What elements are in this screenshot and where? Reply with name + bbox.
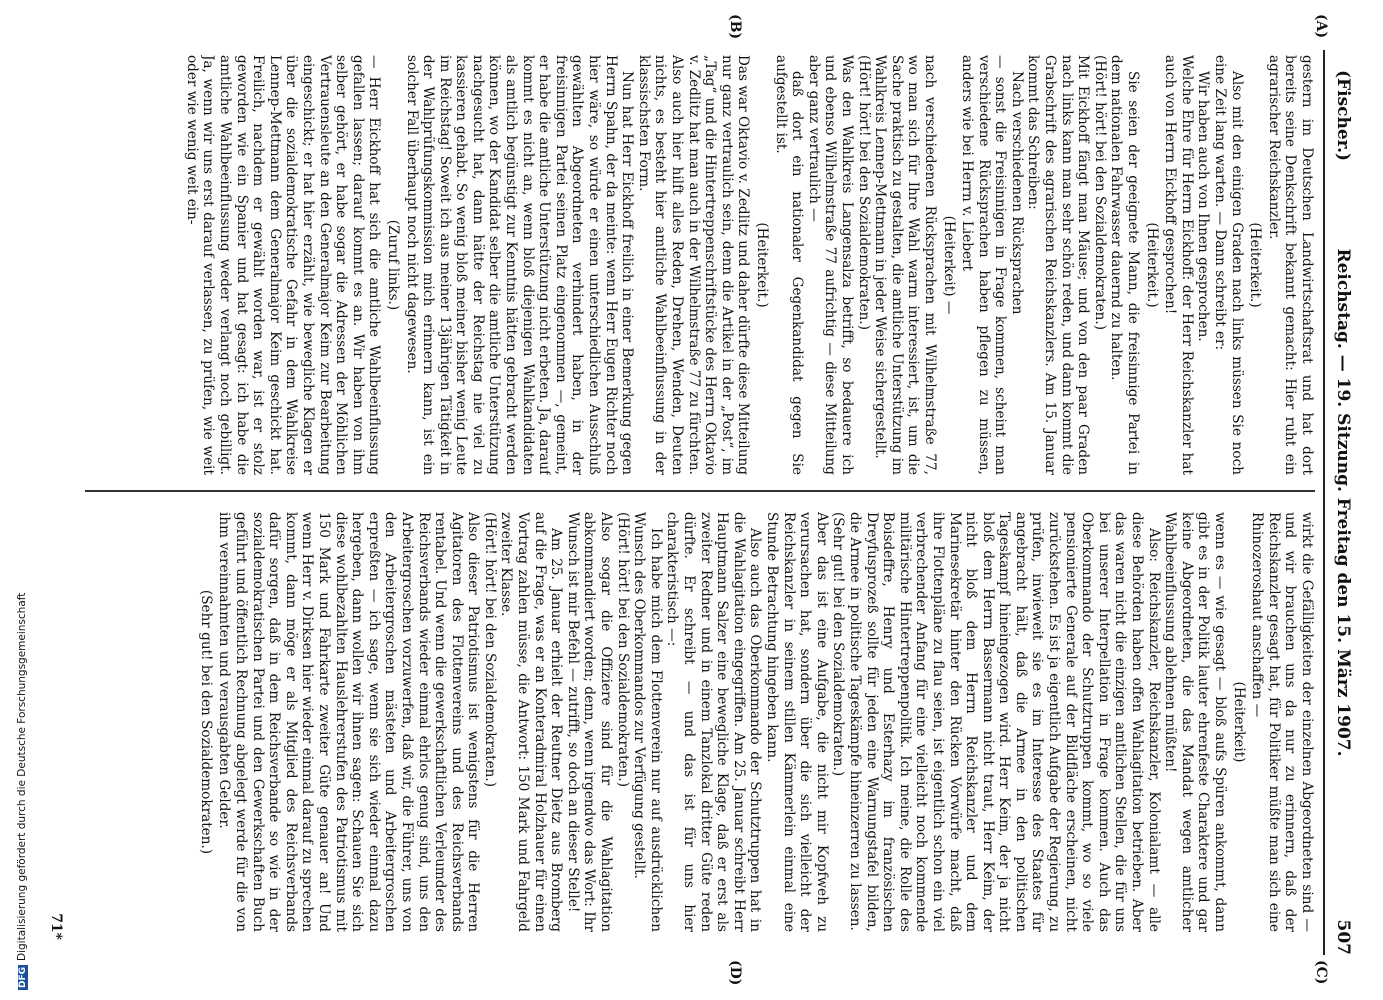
interjection: (Heiterkeit.): [1247, 222, 1264, 308]
paragraph: Mit Eickhoff fängt man Mäuse; und von den paar Graden nach links kann man sehr schön reden, und dann kommt die Grabschrift des agrarischen Reichskanzlers. Am 15. Januar kommt das Schreiben:: [1025, 55, 1092, 475]
paragraph: Nun hat Herr Eickhoff freilich in einer Bemerkung gegen Herrn Spahn, der da meinte: wenn Herr Eugen Richter noch hier wäre, so würde er einen unterschiedlichen Ausschluß gewählten Abgeordneten verhindert haben, in der freisinnigen Partei seinen Platz eingenommen —, gemeint, er habe die amtliche Unterstützung nicht erbeten. Ja, darauf kommt es nicht an, wenn bloß diejenigen Wahlkandidaten als amtlich begünstigt zur Kenntnis hätten gebracht werden können, wo der Kandidat selber die amtliche Unterstützung nachgesucht hat, dann hätte der Reichstag nie viel zu kassieren gehabt. So wenig bloß meiner bisher wenig Leute im Reichstag! Soweit ich aus meiner 13jährigen Tätigkeit in der Wahlprüfungskommission mich erinnern kann, ist ein solcher Fall überhaupt noch nicht dagewesen.: [403, 55, 636, 475]
paragraph: Sie seien der geeignete Mann, die freisinnige Partei in dem nationalen Fahrwasser dauernd zu halten.: [1108, 55, 1142, 475]
paragraph: Aber das ist eine Aufgabe, die nicht mir Kopfweh zu verursachen hat, sondern über die sich vielleicht der Reichskanzler in seinem stillen Kämmerlein einmal eine Stunde Betrachtung hingeben kann.: [764, 512, 830, 932]
interjection: (Heiterkeit.): [1143, 222, 1160, 308]
paragraph: nach verschiedenen Rücksprachen mit Wilhelmstraße 77, wo man sich für Ihre Wahl warm interessiert, ist, um die Sache praktisch zu gestalten, die amtliche Unterstützung im Wahlkreis Lennep-Mettmann in jeder Weise sichergestellt.: [872, 55, 938, 475]
digitisation-strip: [0, 0, 28, 1000]
header-rule: [1323, 50, 1325, 955]
paragraph: Welche Ehre für Herrn Eickhoff: der Herr Reichskanzler hat auch von Herrn Eickhoff gesprochen!: [1162, 55, 1195, 475]
interjection: (Heiterkeit) —: [940, 215, 957, 315]
paragraph: Das war Oktavio v. Zedlitz und daher dürfte diese Mitteilung nur ganz vertraulich sein, denn die Artikel in der „Post“, im „Tag“ und die Hintertreppenschriftstücke des Herrn Oktavio v. Zedlitz hat man auch in der Wilhelmstraße 77 zu fürchten. Also auch hier hilft alles Reden, Drehen, Wenden, Deuten nichts, es besteht hier amtliche Wahlbeeinflussung in der klassischsten Form.: [635, 55, 752, 475]
paragraph: Also: Reichskanzler, Reichskanzler, Kolonialamt — alle diese Behörden haben offen Wahlagitation betrieben. Aber das waren nicht die einzigen amtlichen Stellen, die für uns bei unserer Interpellation in Frage kommen. Auch das Oberkommando der Schutztruppen kommt, wo so viele pensionierte Generale auf der Bildfläche erscheinen, nicht zurückstehen. Es ist ja eigentlich Aufgabe der Regierung, zu prüfen, inwieweit sie es im Interesse des Staates für angebracht hält, daß die Armee in den politischen Tageskampf hineingezogen wird. Herr Keim, der ja nicht bloß dem Herrn Bassermann nicht traut, Herr Keim, der nicht bloß dem Herrn Reichskanzler und dem Marinesekretär hinter den Rücken Vorwürfe macht, daß ihre Flottenpläne zu flau seien, ist eigentlich schon ein viel verbrechender Anfang für eine vielleicht noch kommende militärische Hintertreppenpolitik. Ich meine, die Rolle des Boisdeffre, Henry und Esterhazy im französischen Dreyfusprozeß sollte für jeden eine Warnungstafel bilden, die Armee in politische Tageskämpfe hineinzerren zu lassen.: [846, 512, 1162, 932]
paragraph: — sonst die Freisinnigen in Frage kommen, scheint man verschiedene Rücksprachen haben pflegen zu müssen, anders wie bei Herrn v. Liebert: [959, 55, 1009, 475]
paragraph: Also sogar die Offiziere sind für die Wahlagitation abkommandiert worden; denn, wenn irgendwo das Wort: Ihr Wunsch ist mir Befehl — zutrifft, so doch an dieser Stelle!: [564, 512, 615, 932]
paragraph: Wir haben auch von Ihnen gesprochen.: [1195, 71, 1212, 342]
margin-marker-b: (B): [727, 14, 743, 40]
paragraph: Ich habe mich dem Flottenverein nur auf ausdrücklichen Wunsch des Oberkommandos zur Verfügung gestellt.: [631, 512, 664, 932]
margin-marker-c: (C): [1313, 960, 1329, 985]
paragraph: (Hört! hört! bei den Sozialdemokraten.): [1091, 55, 1108, 331]
page-number: 507: [1333, 919, 1353, 955]
paragraph: Also mit den einigen Graden nach links müssen Sie noch eine Zeit lang warten. — Dann schreibt er:: [1212, 55, 1245, 475]
margin-marker-a: (A): [1313, 14, 1329, 39]
paragraph: — Herr Eickhoff hat sich die amtliche Wahlbeeinflussung gefallen lassen; darauf kommt es an. Wir haben von ihm selber gehört, er habe sogar die Adressen der Möhlichen Vertrauensleute an den Generalmajor Keim zur Bearbeitung eingeschickt; er hat hier erzählt, wie bewegliche Klagen er über die sozialdemokratische Gefahr in dem Wahlkreise Lennep-Mettmann dem Generalmajor Keim geschickt hat. Freilich, nachdem er gewählt worden war, ist er stolz geworden wie ein Spanier und hat gesagt: ich habe die amtliche Wahlbeeinflussung weder verlangt noch gebilligt. Ja, wenn wir uns erst darauf verlassen, zu prüfen, wie weit oder wie wenig weit ein-: [183, 55, 383, 475]
dfg-logo: DFG: [18, 966, 28, 988]
paragraph: (Hört! hört! bei den Sozialdemokraten.): [855, 55, 872, 331]
running-title: Reichstag. — 19. Sitzung. Freitag den 15. März 1907.: [1333, 248, 1353, 757]
page-header: [1329, 50, 1355, 955]
digitisation-text: Digitalisierung gefördert durch die Deutsche Forschungsgemeinschaft: [16, 592, 28, 961]
column-divider: [85, 490, 1315, 492]
digitisation-notice: [16, 593, 28, 990]
left-text-column: [85, 55, 1315, 475]
paragraph: (Hört! hört! bei den Sozialdemokraten.): [481, 512, 498, 788]
signature-mark: 71*: [48, 913, 64, 940]
paragraph: Also dieser Patriotismus ist wenigstens für die Herren Agitatoren des Flottenvereins und des Reichsverbands rentabel. Und wenn die gewerkschaftlichen Verleumder des Reichsverbands wieder einmal ehrlos genug sind, uns den Arbeitergroschen vorzuwerfen, daß wir, die Führer, uns von den Arbeitergroschen mästeten und Arbeitergroschen erpreßten — ich sage, wenn sie sich wieder einmal dazu hergeben, dann wollen wir ihnen sagen: Schauen Sie sich diese wohlbezahlten Hauslehrerstufen des Patriotismus mit 150 Mark und Fahrkarte zweiter Güte genauer an! Und wenn Herr v. Dirksen hier wieder einmal darauf zu sprechen kommt, dann möge er als Mitglied des Reichsverbands dafür sorgen, daß in dem Reichsverbande so wie in der sozialdemokratischen Partei und den Gewerkschaften Buch geführt und öffentlich Rechnung abgelegt werde für die von ihm vereinnahmten und verausgabten Gelder.: [216, 512, 482, 932]
paragraph: Am 25. Januar erhielt der Reutner Dietz aus Bromberg auf die Frage, was er an Konteradmiral Holzhauer für einen Vortrag zahlen müsse, die Antwort: 150 Mark und Fahrgeld zweiter Klasse.: [498, 512, 565, 932]
paragraph: (Hört! hört! bei den Sozialdemokraten.): [614, 512, 631, 788]
paragraph: wirkt die Gefälligkeiten der einzelnen Abgeordneten sind — und wir brauchen uns da nur zu erinnern, daß der Reichskanzler gesagt hat, für Politiker müßte man sich eine Rhinozeroshaut anschaffen —: [1249, 512, 1315, 932]
paragraph: Was den Wahlkreis Langensalza betrifft, so bedauere ich und ebenso Wilhelmstraße 77 aufrichtig — diese Mitteilung aber ganz vertraulich —: [805, 55, 855, 475]
paragraph: daß dort ein nationaler Gegenkandidat gegen Sie aufgestellt ist.: [772, 55, 806, 475]
margin-marker-d: (D): [727, 960, 743, 986]
paragraph: wenn es — wie gesagt — bloß aufs Spüren ankommt, dann gibt es in der Politik lauter ehrenfeste Charaktere und gar keine Abgeordneten, die das Mandat wegen amtlicher Wahlbeeinflussung ablehnen müßten!: [1162, 512, 1229, 932]
speaker-label: (Fischer.): [1333, 70, 1353, 162]
paragraph: (Sehr gut! bei den Sozialdemokraten.): [830, 512, 847, 777]
interjection: (Zuruf links.): [384, 219, 401, 311]
interjection: (Heiterkeit): [1230, 681, 1247, 763]
interjection: (Heiterkeit.): [754, 222, 770, 308]
paragraph: Also auch das Oberkommando der Schutztruppen hat in die Wahlagitation eingegriffen. Am 25. Januar schreibt Herr Hauptmann Salzer eine bewegliche Klage, daß er erst als zweiter Redner und in einem Tanzlokal dritter Güte reden dürfte. Er schreibt — und das ist für uns hier charakteristisch —:: [664, 512, 764, 932]
interjection: (Sehr gut! bei den Sozialdemokraten.): [197, 589, 214, 855]
paragraph: gestern im Deutschen Landwirtschaftsrat und hat dort bereits seine Denkschrift bekannt gemacht: Hier ruht ein agrarischer Reichskanzler.: [1265, 55, 1315, 475]
paragraph: Nach verschiedenen Rücksprachen: [1008, 71, 1025, 315]
right-text-column: [85, 512, 1315, 932]
